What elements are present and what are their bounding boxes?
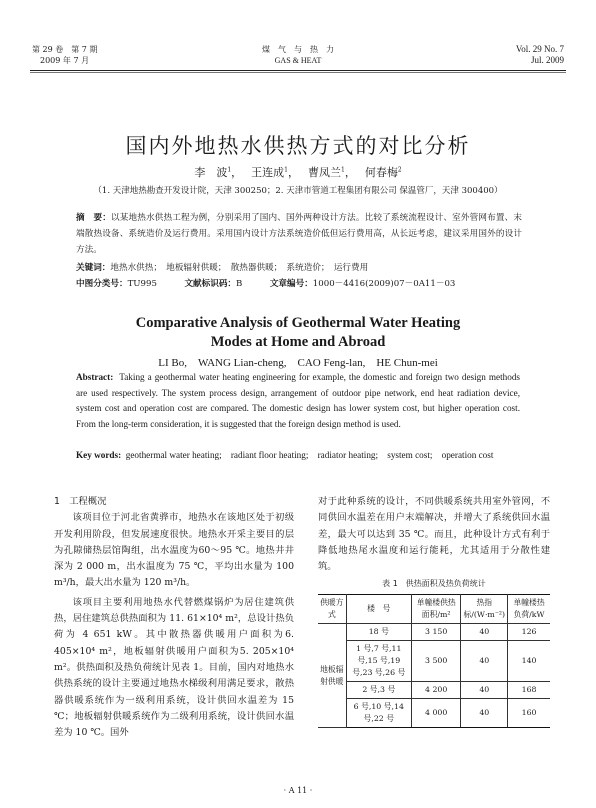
keywords-cn	[76, 260, 522, 276]
keywords-cn-text: 地热水供热； 地板辐射供暖； 散热器供暖； 系统造价； 运行费用	[110, 263, 369, 273]
article-no-label: 文章编号：	[269, 279, 313, 289]
table-cell: 140	[508, 641, 550, 682]
journal-name-en: GAS & HEAT	[274, 56, 322, 65]
table-cell: 40	[461, 624, 508, 641]
section-heading: 1 工程概况	[54, 496, 107, 507]
header-vol-cn: 第 29 卷 第 7 期	[32, 45, 98, 54]
author-cn: 何春梅$^2$	[364, 166, 402, 179]
author-cn: 曹凤兰$^1$	[308, 166, 345, 179]
header-date-cn: 2009 年 7 月	[40, 56, 90, 65]
table-cell: 126	[508, 624, 550, 641]
header-journal	[0, 44, 596, 66]
table-cell: 160	[508, 699, 550, 728]
header-rule	[30, 70, 566, 71]
paper-title-en-line2: Modes at Home and Abroad	[210, 334, 386, 350]
abstract-en-text: Taking a geothermal water heating engineering for example, the domestic and foreign two design methods are used respectively. The system process design, arrangement of outdoor pipe network, end heat radiation device, system cost and operation cost are compared. The domestic design has lower system cost, but higher operation cost. From the long-term consideration, it is suggested that the foreign design method is used.	[76, 372, 521, 429]
table-header-cell: 单幢楼热负荷/kW	[508, 595, 550, 624]
table-cell: 168	[508, 682, 550, 699]
abstract-cn-label: 摘 要：	[76, 213, 111, 223]
classification-line	[76, 276, 522, 292]
author-cn: 李 波$^1$	[194, 166, 232, 179]
table-cell: 2 号,3 号	[346, 682, 411, 699]
table-header-row	[318, 595, 550, 624]
authors-cn: 李 波$^1$， 王连成$^1$， 曹凤兰$^1$， 何春梅$^2$	[194, 166, 402, 179]
header-volume-en	[516, 44, 564, 66]
table-cell: 6 号,10 号,14 号,22 号	[346, 699, 411, 728]
table-caption: 表 1 供热面积及热负荷统计	[382, 579, 486, 588]
table-cell: 40	[461, 682, 508, 699]
data-table	[318, 594, 550, 728]
paper-title-en-line1: Comparative Analysis of Geothermal Water Heating	[135, 315, 461, 331]
table-cell: 4 200	[411, 682, 461, 699]
keywords-en-label: Key words:	[76, 450, 122, 460]
abstract-cn	[76, 210, 522, 258]
keywords-en-text: geothermal water heating; radiant floor heating; radiator heating; system cost; operation cost	[125, 450, 494, 460]
page-number: · A 11 ·	[283, 786, 313, 795]
header-rule-thin	[30, 72, 566, 73]
body-paragraph: 对于此种系统的设计，不同供暖系统共用室外管网，不同供回水温差在用户末端解决，并增大了系统供回水温差，最大可以达到 35 ℃。而且，此种设计方式有利于降低地热尾水温度和运行能耗，尤其适用于分散性建筑。	[318, 496, 550, 573]
table-group-cell: 地板辐射供暖	[318, 624, 346, 728]
table-row	[318, 641, 550, 682]
table-row	[318, 624, 550, 641]
table-cell: 4 000	[411, 699, 461, 728]
doc-code-value: B	[236, 279, 243, 289]
table-header-cell: 热指标/(W·m⁻²)	[461, 595, 508, 624]
article-no-value: 1000－4416(2009)07－0A11－03	[312, 279, 456, 289]
table-cell: 1 号,7 号,11 号,15 号,19 号,23 号,26 号	[346, 641, 411, 682]
table-cell: 3 150	[411, 624, 461, 641]
table-header-cell: 单幢楼供热面积/m²	[411, 595, 461, 624]
paper-title-en	[0, 314, 596, 352]
header-vol-en: Vol. 29 No. 7	[515, 44, 564, 54]
doc-code-label: 文献标识码：	[184, 279, 237, 289]
body-left-column	[54, 494, 294, 741]
header-date-en: Jul. 2009	[530, 55, 564, 65]
table-header-cell: 楼 号	[346, 595, 411, 624]
keywords-en	[76, 448, 520, 464]
authors-en: LI Bo, WANG Lian-cheng, CAO Feng-lan, HE Chun-mei	[158, 357, 438, 369]
clc-value: TU995	[127, 279, 157, 289]
abstract-cn-text: 以某地热水供热工程为例，分别采用了国内、国外两种设计方法。比较了系统流程设计、室外管网布置、末端散热设备、系统造价及运行费用。采用国内设计方法系统造价低但运行费用高，从长远考虑，建议采用国外的设计方法。	[76, 213, 522, 255]
body-paragraph: 该项目位于河北省黄骅市，地热水在该地区处于初级开发利用阶段，但发展速度很快。地热水开采主要目的层为孔隙储热层馆陶组，出水温度为60～95 ℃。地热井井深为 2 000 m，出水温度为 75 ℃，平均出水量为 100 m³/h，最大出水量为 120 m³/h。	[54, 512, 294, 589]
table-cell: 18 号	[346, 624, 411, 641]
journal-name-cn: 煤 气 与 热 力	[262, 45, 334, 54]
affiliation-cn: （1. 天津地热勘查开发设计院，天津 300250；2. 天津市管道工程集团有限公司 保温管厂，天津 300400）	[93, 186, 503, 196]
keywords-cn-label: 关键词：	[76, 263, 111, 273]
abstract-en	[76, 370, 520, 432]
table-cell: 3 500	[411, 641, 461, 682]
clc-label: 中图分类号：	[76, 279, 128, 289]
paper-title-cn: 国内外地热水供热方式的对比分析	[125, 134, 471, 158]
table-cell: 40	[461, 641, 508, 682]
abstract-en-label: Abstract:	[76, 372, 114, 382]
table-header-cell: 供暖方式	[318, 595, 346, 624]
table-row	[318, 682, 550, 699]
author-cn: 王连成$^1$	[251, 166, 288, 179]
table-row	[318, 699, 550, 728]
body-right-column	[318, 494, 550, 575]
table-cell: 40	[461, 699, 508, 728]
body-paragraph: 该项目主要利用地热水代替燃煤锅炉为居住建筑供热，居住建筑总供热面积为 11. 61×10⁴ m²，总设计热负荷为 4 651 kW。其中散热器供暖用户面积为6. 405×10⁴ m²，地板辐射供暖用户面积为5. 205×10⁴ m²。供热面积及热负荷统计见表 1。目前，国内对地热水供热系统的设计主要通过地热水梯级利用满足要求，散热器供暖系统作为一级利用系统，设计供回水温差为 15 ℃；地板辐射供暖系统作为二级利用系统，设计供回水温差为 10 ℃。国外	[54, 596, 294, 739]
